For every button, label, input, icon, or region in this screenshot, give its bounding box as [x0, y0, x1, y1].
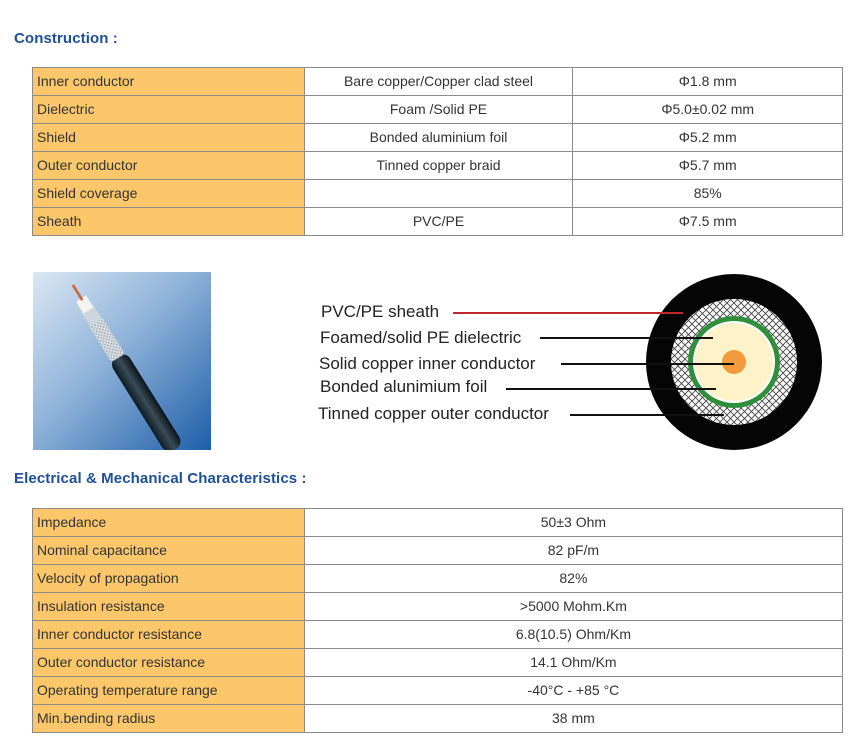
row-value: 85%: [573, 180, 843, 208]
row-label: Insulation resistance: [33, 593, 305, 621]
callout-foil: Bonded alunimium foil: [320, 377, 488, 396]
row-material: [304, 180, 573, 208]
row-label: Min.bending radius: [33, 705, 305, 733]
callout-sheath: PVC/PE sheath: [321, 302, 440, 321]
row-value: Φ1.8 mm: [573, 68, 843, 96]
table-row: [33, 593, 843, 621]
table-row: [33, 649, 843, 677]
table-row: [33, 705, 843, 733]
row-label: Operating temperature range: [33, 677, 305, 705]
table-row: [33, 565, 843, 593]
inner-conductor: [722, 350, 746, 374]
row-label: Outer conductor resistance: [33, 649, 305, 677]
table-row: [33, 124, 843, 152]
table-row: [33, 509, 843, 537]
construction-table: [32, 67, 843, 236]
row-label: Inner conductor: [33, 68, 305, 96]
row-label: Impedance: [33, 509, 305, 537]
row-label: Dielectric: [33, 96, 305, 124]
table-row: [33, 68, 843, 96]
table-row: [33, 621, 843, 649]
row-value: 6.8(10.5) Ohm/Km: [304, 621, 842, 649]
row-material: PVC/PE: [304, 208, 573, 236]
cable-photo: [33, 272, 211, 450]
row-value: 82%: [304, 565, 842, 593]
callout-dielectric: Foamed/solid PE dielectric: [320, 328, 522, 347]
electrical-table: [32, 508, 843, 733]
callout-inner-conductor: Solid copper inner conductor: [319, 354, 536, 373]
row-value: 50±3 Ohm: [304, 509, 842, 537]
row-material: Bare copper/Copper clad steel: [304, 68, 573, 96]
row-value: Φ5.0±0.02 mm: [573, 96, 843, 124]
row-value: -40°C - +85 °C: [304, 677, 842, 705]
row-material: Tinned copper braid: [304, 152, 573, 180]
table-row: [33, 208, 843, 236]
table-row: [33, 96, 843, 124]
row-label: Nominal capacitance: [33, 537, 305, 565]
table-row: [33, 180, 843, 208]
row-label: Shield: [33, 124, 305, 152]
construction-title: Construction :: [14, 30, 118, 47]
row-value: Φ5.7 mm: [573, 152, 843, 180]
table-row: [33, 677, 843, 705]
row-label: Outer conductor: [33, 152, 305, 180]
row-label: Shield coverage: [33, 180, 305, 208]
row-value: Φ7.5 mm: [573, 208, 843, 236]
table-row: [33, 152, 843, 180]
row-label: Inner conductor resistance: [33, 621, 305, 649]
row-label: Sheath: [33, 208, 305, 236]
row-material: Bonded aluminium foil: [304, 124, 573, 152]
row-value: 82 pF/m: [304, 537, 842, 565]
row-value: 38 mm: [304, 705, 842, 733]
electrical-title: Electrical & Mechanical Characteristics :: [14, 470, 307, 487]
cable-cross-section-diagram: [300, 268, 840, 458]
row-value: Φ5.2 mm: [573, 124, 843, 152]
row-material: Foam /Solid PE: [304, 96, 573, 124]
row-value: 14.1 Ohm/Km: [304, 649, 842, 677]
row-value: >5000 Mohm.Km: [304, 593, 842, 621]
row-label: Velocity of propagation: [33, 565, 305, 593]
callout-outer-conductor: Tinned copper outer conductor: [318, 404, 549, 423]
table-row: [33, 537, 843, 565]
